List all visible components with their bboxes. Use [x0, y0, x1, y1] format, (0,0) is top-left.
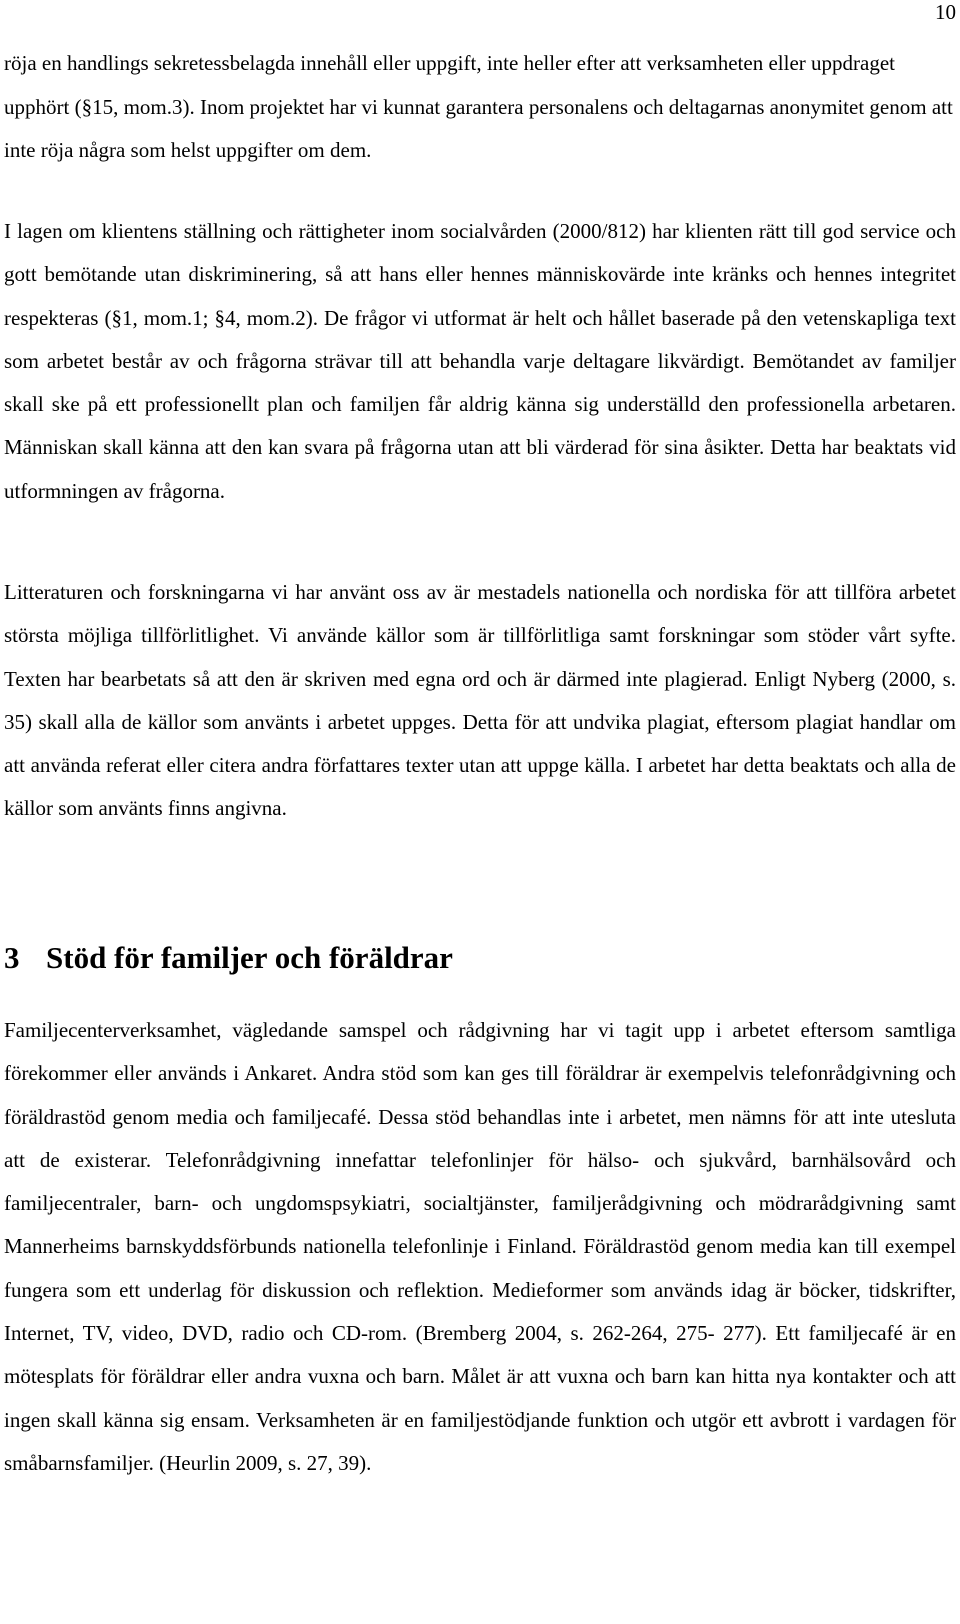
paragraph-literature: Litteraturen och forskningarna vi har använt oss av är mestadels nationella och nordiska för att tillföra arbetet största möjliga tillförlitlighet. Vi använde källor som är tillförlitliga samt forskningar som stöder vårt syfte. Texten har bearbetats så att den är skriven med egna ord och är därmed inte plagierad. Enligt Nyberg (2000, s. 35) skall alla de källor som använts i arbetet uppges. Detta för att undvika plagiat, eftersom plagiat handlar om att använda referat eller citera andra författares texter utan att uppge källa. I arbetet har detta beaktats och alla de källor som använts finns angivna. [4, 580, 956, 821]
page-number: 10 [935, 0, 956, 24]
paragraph-family-support: Familjecenterverksamhet, vägledande samspel och rådgivning har vi tagit upp i arbetet eftersom samtliga förekommer eller används i Ankaret. Andra stöd som kan ges till föräldrar är exempelvis telefonrådgivning och föräldrastöd genom media och familjecafé. Dessa stöd behandlas inte i arbetet, men nämns för att inte utesluta att de existerar. Telefonrådgivning innefattar telefonlinjer för hälso- och sjukvård, barnhälsovård och familjecentraler, barn- och ungdomspsykiatri, socialtjänster, familjerådgivning och mödrarådgivning samt Mannerheims barnskyddsförbunds nationella telefonlinje i Finland. Föräldrastöd genom media kan till exempel fungera som ett underlag för diskussion och reflektion. Medieformer som används idag är böcker, tidskrifter, Internet, TV, video, DVD, radio och CD-rom. (Bremberg 2004, s. 262-264, 275- 277). Ett familjecafé är en mötesplats för föräldrar eller andra vuxna och barn. Målet är att vuxna och barn kan hitta nya kontakter och att ingen skall känna sig ensam. Verksamheten är en familjestödjande funktion och utgör ett avbrott i vardagen för småbarnsfamiljer. (Heurlin 2009, s. 27, 39). [4, 1018, 956, 1475]
section-number: 3 [4, 940, 20, 975]
section-heading [4, 938, 453, 978]
paragraph-client-rights: I lagen om klientens ställning och rättigheter inom socialvården (2000/812) har klienten rätt till god service och gott bemötande utan diskriminering, så att hans eller hennes människovärde inte kränks och hennes integritet respekteras (§1, mom.1; §4, mom.2). De frågor vi utformat är helt och hållet baserade på den vetenskapliga text som arbetet består av och frågorna strävar till att behandla varje deltagare likvärdigt. Bemötandet av familjer skall ske på ett professionellt plan och familjen får aldrig känna sig underställd den professionella arbetaren. Människan skall känna att den kan svara på frågorna utan att bli värderad för sina åsikter. Detta har beaktats vid utformningen av frågorna. [4, 219, 956, 503]
section-title: Stöd för familjer och föräldrar [46, 940, 453, 975]
paragraph-confidentiality: röja en handlings sekretessbelagda innehåll eller uppgift, inte heller efter att verksamheten eller uppdraget upphört (§15, mom.3). Inom projektet har vi kunnat garantera personalens och deltagarnas anonymitet genom att inte röja några som helst uppgifter om dem. [4, 51, 953, 162]
